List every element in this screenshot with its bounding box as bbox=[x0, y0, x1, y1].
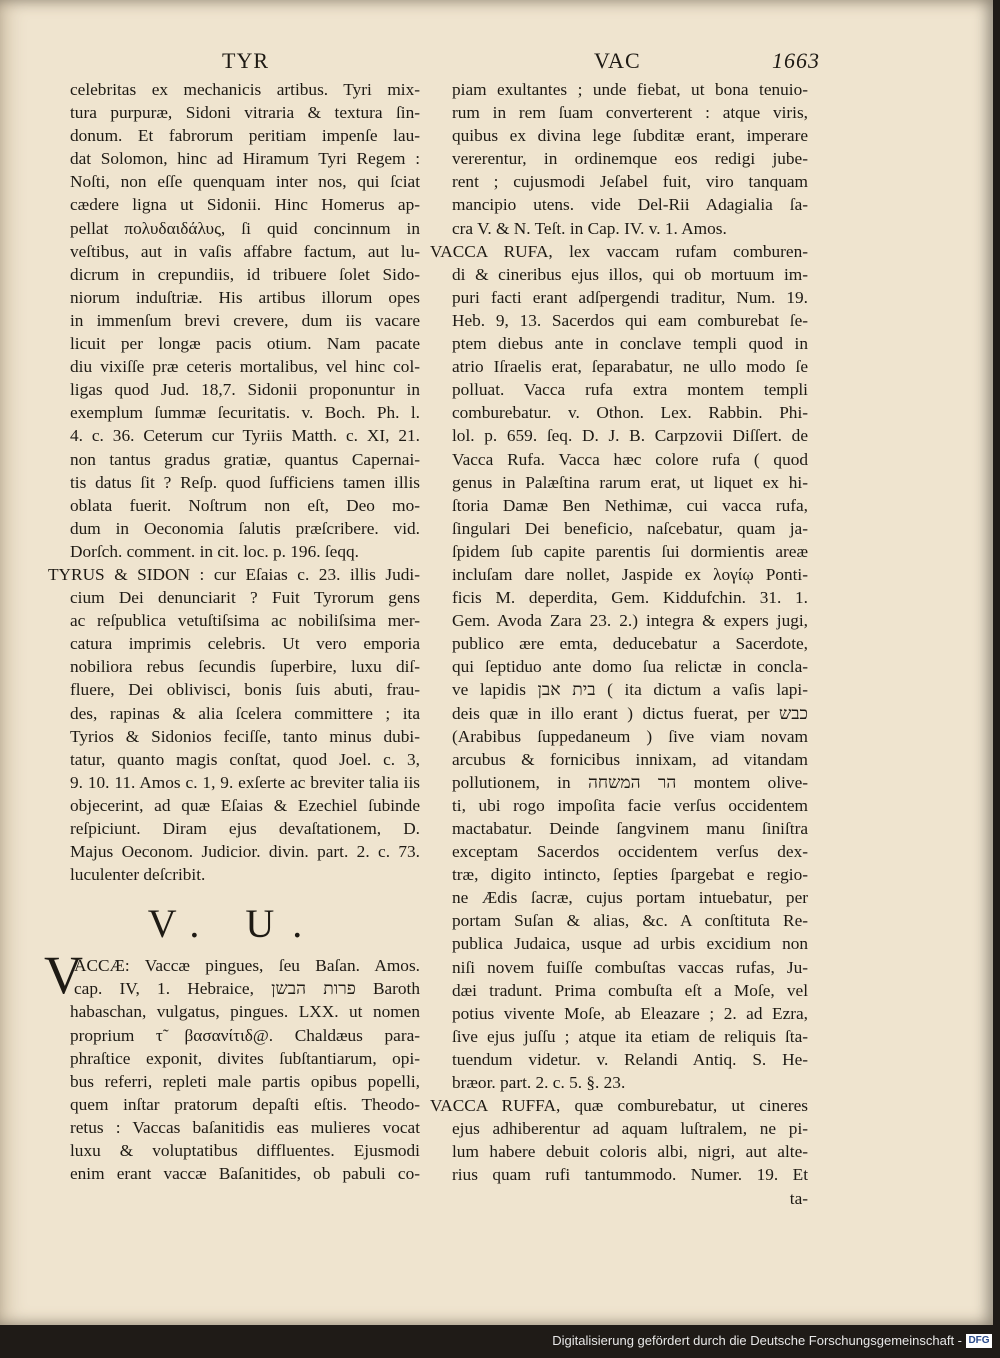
text-line: dicrum in crepundiis, id tribuere ſolet Sido- bbox=[70, 264, 420, 284]
text-line: pollutionem, in הר המשחה montem olive- bbox=[452, 772, 808, 792]
text-line: veſtibus, aut in vaſis affabre factum, aut lu- bbox=[70, 241, 420, 261]
text-line: celebritas ex mechanicis artibus. Tyri mix- bbox=[70, 80, 420, 99]
text-line: dæi tradunt. Prima combuſta eſt a Moſe, vel bbox=[452, 980, 808, 1000]
text-line: cædere ligna ut Sidonii. Hinc Homerus ap- bbox=[70, 195, 420, 215]
running-head-left: TYR bbox=[222, 48, 269, 73]
text-line: ſtoria Damæ Ben Nethimæ, cui vacca rufa, bbox=[452, 495, 808, 515]
text-line: ta- bbox=[789, 1188, 808, 1208]
text-line: niorum induſtriæ. His artibus illorum opes bbox=[70, 287, 420, 307]
text-line: ſpidem ſub capite parentis ſui dormientis areæ bbox=[452, 541, 808, 561]
text-line: dat Solomon, hinc ad Hiramum Tyri Regem : bbox=[70, 149, 420, 169]
text-line: qui ſeptiduo ante domo ſua relictæ in concla- bbox=[452, 657, 808, 677]
text-line: puri facti erant adſpergendi traditur, Num. 19. bbox=[452, 287, 808, 307]
text-line: di & cineribus ejus illos, qui ob mortuum im- bbox=[452, 264, 808, 284]
text-line: bus referri, repleti male partis opibus popelli, bbox=[70, 1071, 420, 1091]
text-line: Heb. 9, 13. Sacerdos qui eam comburebat ſe- bbox=[452, 310, 808, 330]
text-line: rius quam rufi tantummodo. Numer. 19. Et bbox=[452, 1165, 808, 1185]
text-line: incluſam dare nollet, Jaspide ex λογίῳ Ponti- bbox=[452, 564, 808, 584]
text-line: quem inſtar pratorum depaſti eſtis. Theodo- bbox=[70, 1094, 420, 1114]
text-line: VACCA RUFFA, quæ comburebatur, ut cineres bbox=[430, 1096, 808, 1116]
text-line: cium Dei denunciarit ? Fuit Tyrorum gens bbox=[70, 588, 420, 608]
text-line: polluat. Vacca rufa extra montem templi bbox=[452, 380, 808, 400]
text-line: quibus ex divina lege ſubditæ erant, imperare bbox=[452, 126, 808, 146]
footer-bar bbox=[0, 1325, 1000, 1358]
text-line: donum. Et fabrorum peritiam impenſe lau- bbox=[70, 126, 420, 146]
text-line: ACCÆ: Vaccæ pingues, ſeu Baſan. Amos. bbox=[74, 956, 420, 976]
text-line: reſpiciunt. Diram ejus devaſtationem, D. bbox=[70, 819, 420, 838]
dfg-logo: DFG bbox=[966, 1334, 992, 1348]
text-line: cap. IV, 1. Hebraice, פרות הבשן Baroth bbox=[74, 979, 420, 999]
text-line: Gem. Avoda Zara 23. 2.) integra & expers jugi, bbox=[452, 611, 808, 631]
text-line: Dorſch. comment. in cit. loc. p. 196. ſeqq. bbox=[70, 541, 359, 561]
text-line: fluere, Dei oblivisci, bonis ſuis abuti, frau- bbox=[70, 680, 420, 700]
vaccae-entry bbox=[48, 954, 420, 1185]
running-head-center: VAC bbox=[594, 48, 641, 73]
left-column bbox=[44, 78, 420, 1185]
text-line: ejus adhiberentur ad aquam luſtralem, ne pi- bbox=[452, 1119, 808, 1139]
text-line: genus in Palæſtina rarum erat, ut liquet ex hi- bbox=[452, 472, 808, 492]
text-line: rent ; cujusmodi Jeſabel fuit, viro tanquam bbox=[452, 172, 808, 192]
text-line: proprium τ̃ βασανίτιδ@. Chaldæus para- bbox=[70, 1025, 420, 1045]
right-column-text bbox=[430, 78, 808, 1210]
text-line: lol. p. 659. ſeq. D. J. B. Carpzovii Diſſert. de bbox=[452, 426, 808, 446]
text-line: ſive ejus juſſu ; atque ita etiam de reliquis ſta- bbox=[452, 1026, 808, 1046]
text-line: luculenter deſcribit. bbox=[70, 865, 206, 885]
text-line: mactabatur. Deinde ſangvinem manu ſiniſtra bbox=[452, 819, 808, 838]
text-line: mancipio utens. vide Del-Rii Adagialia ſa- bbox=[452, 195, 808, 215]
section-heading: V. U. bbox=[147, 901, 321, 947]
text-line: tura purpuræ, Sidoni vitraria & textura ſin- bbox=[70, 103, 420, 123]
text-line: licuit per longæ pacis otium. Nam pacate bbox=[70, 334, 420, 354]
text-line: niſi novem fuiſſe combuſtas vaccas rufas, Ju- bbox=[452, 957, 808, 977]
text-line: (Arabibus ſuppedaneum ) ſive viam novam bbox=[452, 726, 808, 746]
text-line: ne Ædis ſacræ, cujus portam intuebatur, per bbox=[452, 888, 808, 908]
text-line: in immenſum brevi crevere, dum iis vacare bbox=[70, 310, 420, 330]
page-number: 1663 bbox=[772, 48, 820, 73]
text-line: ptem diebus ante in conclave templi quod in bbox=[452, 334, 808, 354]
text-line: comburebatur. v. Othon. Lex. Rabbin. Phi- bbox=[452, 403, 808, 423]
text-line: piam exultantes ; unde fiebat, ut bona tenuio- bbox=[452, 80, 808, 99]
left-column-text bbox=[48, 78, 420, 886]
dropcap-paragraph bbox=[44, 945, 420, 1185]
text-line: exceptam Sacerdos occidentem verſus dex- bbox=[452, 842, 808, 862]
text-line: phraſtice exponit, divites ſubſtantiarum, opi- bbox=[70, 1048, 420, 1068]
dropcap-letter: V bbox=[44, 945, 83, 1006]
text-line: TYRUS & SIDON : cur Eſaias c. 23. illis Judi- bbox=[48, 564, 420, 584]
text-line: ve lapidis בית אבן ( ita dictum a vaſis lapi- bbox=[452, 680, 808, 700]
text-line: ac reſpublica vetuſtiſsima ac nobiliſsima mer- bbox=[70, 611, 420, 631]
text-line: tis datus ſit ? Reſp. quod ſufficiens tamen illis bbox=[70, 472, 420, 492]
text-line: ligas quod Jud. 18,7. Sidonii proponuntur in bbox=[70, 380, 420, 400]
text-line: ficis M. deperdita, Gem. Kiddufchin. 31. 1. bbox=[452, 588, 808, 608]
text-line: ti, ubi rogo impoſita facie verſus occidentem bbox=[452, 795, 808, 815]
text-line: nobiliora rebus ſecundis ſuperbire, luxu diſ- bbox=[70, 657, 420, 677]
text-line: Noſti, non eſſe quenquam inter nos, qui ſciat bbox=[70, 172, 420, 192]
text-line: 4. c. 36. Ceterum cur Tyriis Matth. c. XI, 21. bbox=[70, 426, 420, 446]
text-line: Tyrios & Sidonios feciſſe, tanto minus dubi- bbox=[70, 726, 420, 746]
text-line: oblata fuerit. Noſtrum non eſt, Deo mo- bbox=[70, 495, 420, 515]
text-line: vererentur, in ordinemque eos redigi jube- bbox=[452, 149, 808, 169]
text-line: bræor. part. 2. c. 5. §. 23. bbox=[452, 1073, 626, 1093]
text-line: catura imprimis celebris. Ut vero emporia bbox=[70, 634, 420, 654]
text-line: tatur, quanto magis conſtat, quod Joel. c. 3, bbox=[70, 749, 420, 769]
text-line: enim erant vaccæ Baſanitides, ob pabuli co- bbox=[70, 1164, 420, 1184]
text-line: exemplum ſummæ ſecuritatis. v. Boch. Ph. l. bbox=[70, 403, 420, 423]
text-line: luxu & voluptatibus diffluentes. Ejusmodi bbox=[70, 1141, 420, 1161]
text-line: dum in Oeconomia ſalutis præſcribere. vid. bbox=[70, 518, 420, 538]
text-line: lum habere debuit coloris albi, nigri, aut alte- bbox=[452, 1142, 808, 1162]
text-line: arcubus & fornicibus innixam, ad vitandam bbox=[452, 749, 808, 769]
funding-notice: Digitalisierung gefördert durch die Deutsche Forschungsgemeinschaft - bbox=[552, 1333, 962, 1348]
text-line: retus : Vaccas baſanitidis eas mulieres vocat bbox=[70, 1117, 420, 1137]
text-line: des, rapinas & alia ſcelera committere ; ita bbox=[70, 703, 420, 723]
text-line: træ, digito intincto, ſepties ſpargebat e regio- bbox=[452, 865, 808, 885]
text-line: habaschan, vulgatus, pingues. LXX. ut nomen bbox=[70, 1002, 420, 1022]
text-line: cra V. & N. Teſt. in Cap. IV. v. 1. Amos. bbox=[452, 218, 727, 238]
text-line: deis quæ in illo erant ) dictus fuerat, per כבש bbox=[452, 703, 808, 723]
text-line: publica Judaica, usque ad urbis excidium non bbox=[452, 934, 808, 954]
text-line: Vacca Rufa. Vacca hæc colore rufa ( quod bbox=[452, 449, 808, 469]
text-line: 9. 10. 11. Amos c. 1, 9. exſerte ac breviter talia iis bbox=[70, 772, 420, 792]
text-line: potius vivente Moſe, ab Eleazare ; 2. ad Ezra, bbox=[452, 1003, 808, 1023]
text-line: atrio Iſraelis erat, ſeparabatur, ne ullo modo ſe bbox=[452, 357, 808, 377]
text-line: diu vixiſſe præ ceteris mortalibus, vel hinc col- bbox=[70, 357, 420, 377]
text-line: tuendum videtur. v. Relandi Antiq. S. He- bbox=[452, 1049, 808, 1069]
text-line: objecerint, ad quæ Eſaias & Ezechiel ſubinde bbox=[70, 795, 420, 815]
text-line: portam Suſan & alias, &c. A conſtituta Re- bbox=[452, 911, 808, 931]
text-line: VACCA RUFA, lex vaccam rufam comburen- bbox=[430, 241, 808, 261]
text-line: publico ære emta, deducebatur a Sacerdote, bbox=[452, 634, 808, 654]
text-line: rum in rem ſuam converterent : atque viris, bbox=[452, 103, 808, 123]
text-line: pellat πολυδαιδάλυς, ſi quid concinnum in bbox=[70, 218, 420, 238]
text-line: ſingulari Dei beneficio, naſcebatur, quam ja- bbox=[452, 518, 808, 538]
text-line: Majus Oeconom. Judicior. divin. part. 2. c. 73. bbox=[70, 842, 420, 862]
right-column bbox=[430, 78, 808, 1210]
text-line: non tantus gradus gratiæ, quantus Capernai- bbox=[70, 449, 420, 469]
